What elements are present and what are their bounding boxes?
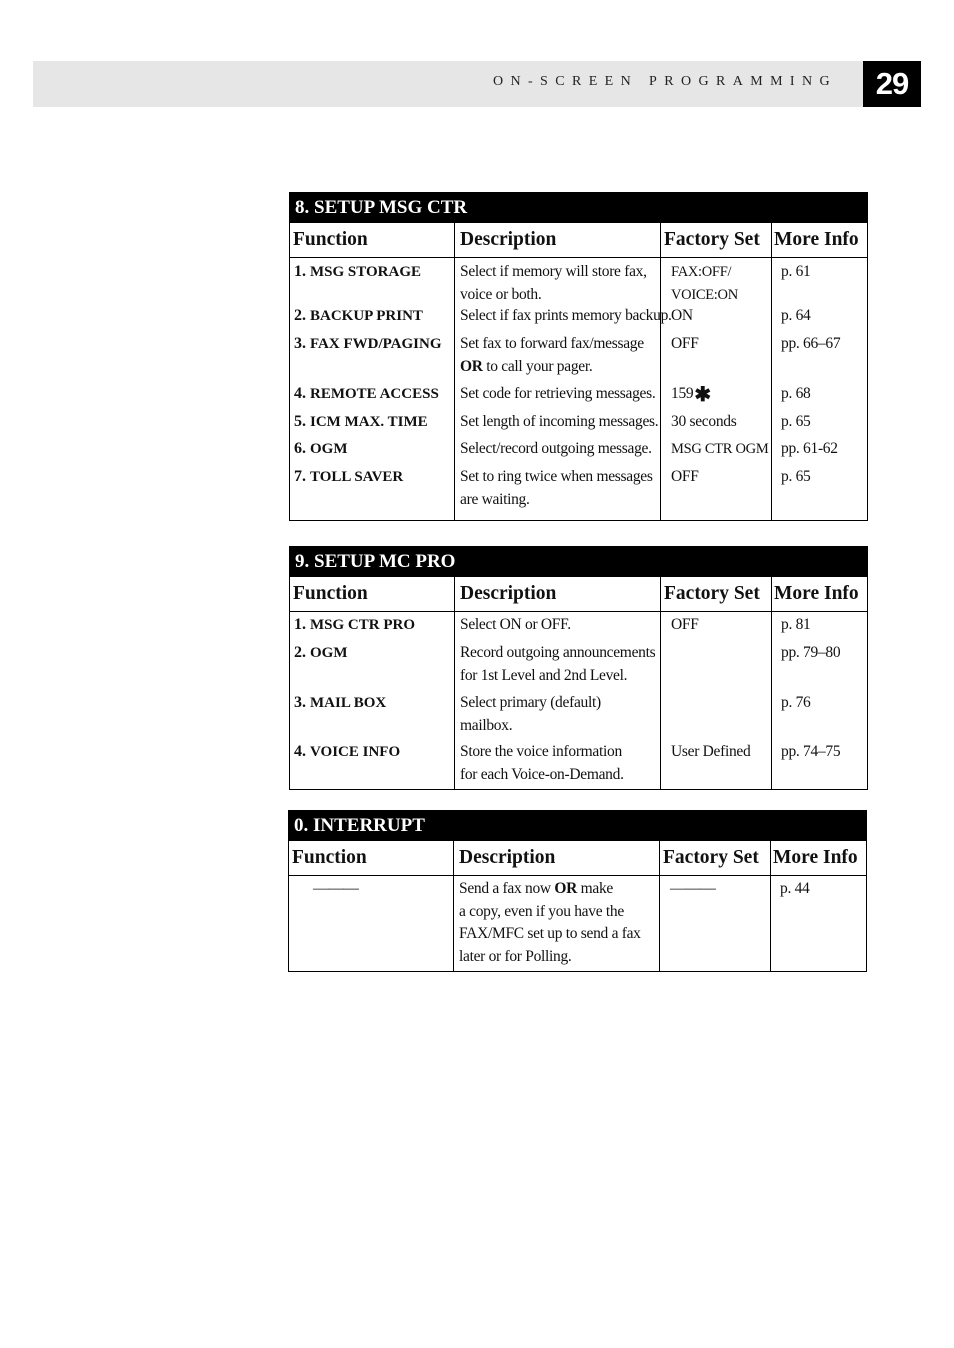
col-description: Description xyxy=(460,229,557,250)
description: Set to ring twice when messages are waiting. xyxy=(460,468,653,508)
col-description: Description xyxy=(459,847,556,868)
description: Select ON or OFF. xyxy=(460,616,571,633)
function-name: OGM xyxy=(310,441,348,457)
col-function: Function xyxy=(293,229,368,250)
description: Store the voice information for each Voice-on-Demand. xyxy=(460,743,624,783)
description: Record outgoing announcements for 1st Level and 2nd Level. xyxy=(460,644,656,684)
description: Select if fax prints memory backup. xyxy=(460,307,672,324)
factory-set: ON xyxy=(671,307,693,324)
factory-set: ——— xyxy=(670,880,716,897)
section-title: ON-SCREEN PROGRAMMING xyxy=(492,74,837,89)
col-description: Description xyxy=(460,583,557,604)
table-setup-mc-pro: 9. SETUP MC PRO Function Description Factory Set More Info 1. MSG CTR PRO Select ON or OFF. OFF p. 81 2. OGM Record outgoing announcements for 1st Level and 2nd Level. pp. 79–80 3. MAIL BOX Select primary (default) mailbox. p. 76 4. VOICE INFO Store the voice information for each Voice-on-Demand. User Defined pp. 74–75 xyxy=(289,546,868,790)
factory-set: 30 seconds xyxy=(671,413,737,430)
asterisk-icon: ✱ xyxy=(694,384,711,406)
more-info: p. 65 xyxy=(781,413,811,430)
function-name: ICM MAX. TIME xyxy=(310,414,428,430)
function-name: VOICE INFO xyxy=(310,744,401,760)
function-name: MSG STORAGE xyxy=(310,264,421,280)
more-info: pp. 61-62 xyxy=(781,440,838,457)
factory-set: 159✱ xyxy=(671,384,711,406)
description: Set length of incoming messages. xyxy=(460,413,659,430)
more-info: p. 68 xyxy=(781,385,811,402)
column-header-row xyxy=(289,841,866,876)
function-name: FAX FWD/PAGING xyxy=(310,336,442,352)
function-name: REMOTE ACCESS xyxy=(310,386,439,402)
more-info: p. 64 xyxy=(781,307,811,324)
function-name: TOLL SAVER xyxy=(310,469,404,485)
page-number: 29 xyxy=(863,61,921,107)
description: Set fax to forward fax/message OR to call your pager. xyxy=(460,335,644,375)
description: Send a fax now OR make a copy, even if you have the FAX/MFC set up to send a fax later or for Polling. xyxy=(459,880,641,965)
more-info: p. 44 xyxy=(780,880,810,897)
more-info: p. 65 xyxy=(781,468,811,485)
col-factory-set: Factory Set xyxy=(664,583,760,604)
function-name: ——— xyxy=(313,880,359,897)
table-title: 9. SETUP MC PRO xyxy=(290,547,867,577)
description: Select primary (default) mailbox. xyxy=(460,694,601,734)
col-more-info: More Info xyxy=(774,583,859,604)
col-factory-set: Factory Set xyxy=(664,229,760,250)
factory-set: OFF xyxy=(671,335,699,352)
table-title: 8. SETUP MSG CTR xyxy=(290,193,867,223)
description: Select if memory will store fax, voice or both. xyxy=(460,263,647,303)
more-info: p. 76 xyxy=(781,694,811,711)
more-info: p. 61 xyxy=(781,263,811,280)
more-info: pp. 66–67 xyxy=(781,335,841,352)
function-name: MSG CTR PRO xyxy=(310,617,415,633)
col-more-info: More Info xyxy=(773,847,858,868)
column-header-row xyxy=(290,223,867,258)
factory-set: MSG CTR OGM xyxy=(671,441,769,457)
table-setup-msg-ctr: 8. SETUP MSG CTR Function Description Factory Set More Info 1. MSG STORAGE Select if memory will store fax, voice or both. FAX:OFF/ VOICE:ON p. 61 2. BACKUP PRINT Select if fax prints memory backup. ON p. 64 3. FAX FWD/PAGING Set fax to forward fax/message OR to call your pager. OFF pp. 66–67 4. REMOTE ACCESS Set code for retrieving messages. 159✱ p. 68 5. ICM MAX. TIME Set length of incoming messages. 30 seconds p. 65 6. OGM Select/record outgoing message. MSG CTR OGM pp. 61-62 7. TOLL SAVER Set to ring twice when messages are waiting. OFF p. 65 xyxy=(289,192,868,521)
more-info: pp. 74–75 xyxy=(781,743,841,760)
function-name: MAIL BOX xyxy=(310,695,387,711)
col-function: Function xyxy=(293,583,368,604)
factory-set: OFF xyxy=(671,616,699,633)
factory-set: OFF xyxy=(671,468,699,485)
function-name: BACKUP PRINT xyxy=(310,308,423,324)
description: Select/record outgoing message. xyxy=(460,440,652,457)
description: Set code for retrieving messages. xyxy=(460,385,656,402)
col-factory-set: Factory Set xyxy=(663,847,759,868)
function-name: OGM xyxy=(310,645,348,661)
page-header xyxy=(33,61,863,107)
table-title: 0. INTERRUPT xyxy=(289,811,866,841)
more-info: pp. 79–80 xyxy=(781,644,841,661)
col-more-info: More Info xyxy=(774,229,859,250)
factory-set: FAX:OFF/ VOICE:ON xyxy=(671,264,738,303)
col-function: Function xyxy=(292,847,367,868)
table-interrupt xyxy=(288,810,867,972)
more-info: p. 81 xyxy=(781,616,811,633)
column-header-row xyxy=(290,577,867,612)
factory-set: User Defined xyxy=(671,743,751,760)
